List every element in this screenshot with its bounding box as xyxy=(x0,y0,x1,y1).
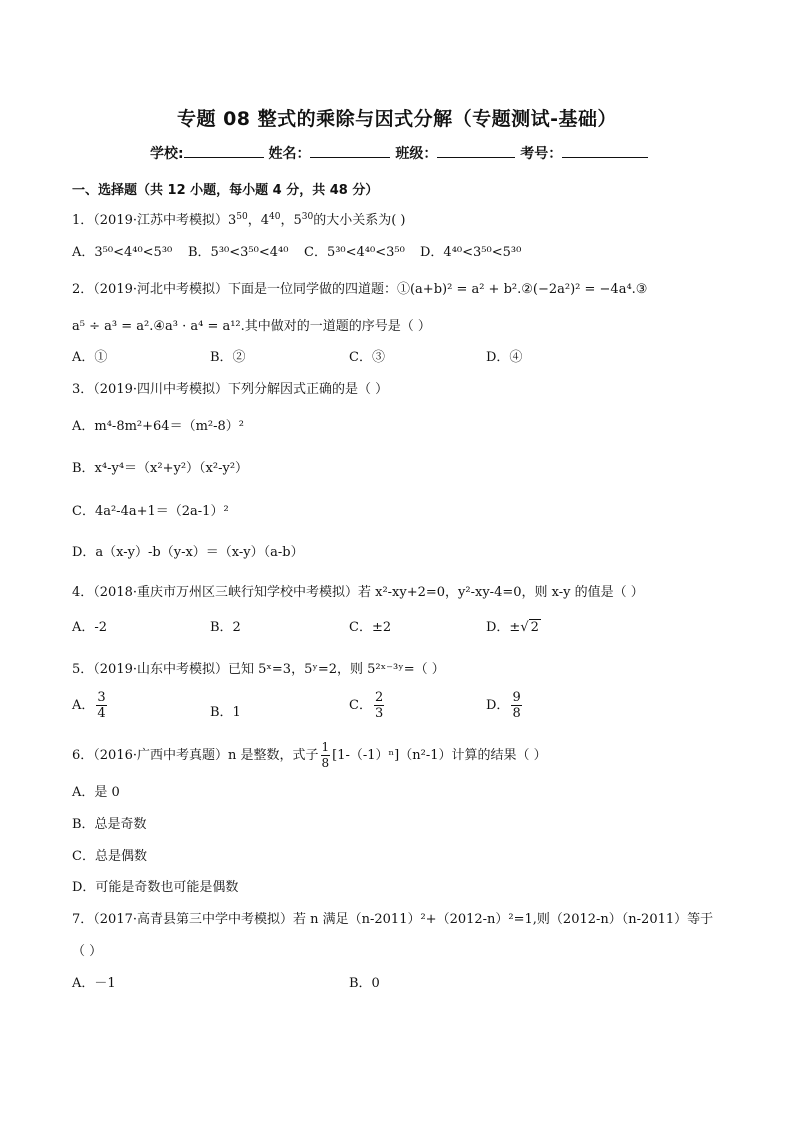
page-title: 专题 08 整式的乘除与因式分解（专题测试-基础） xyxy=(176,108,618,130)
question-3-option-b[interactable]: B．x⁴-y⁴＝（x²+y²）（x²-y²） xyxy=(72,461,249,476)
fraction: $\frac{1}{8}$ xyxy=(321,740,330,770)
option-d[interactable]: D．±√ 2 xyxy=(486,620,539,635)
option-a[interactable]: A．－1 xyxy=(72,976,116,991)
option-a[interactable]: A．① xyxy=(72,350,108,365)
option-b[interactable]: B．2 xyxy=(210,620,241,635)
question-6-option-b[interactable]: B．总是奇数 xyxy=(72,817,147,832)
option-b[interactable]: B．0 xyxy=(349,976,380,991)
sqrt-symbol: √ 2 xyxy=(520,620,539,635)
option-c[interactable]: C．±2 xyxy=(349,620,392,635)
option-a[interactable]: A． $\frac{3}{4}$ xyxy=(72,690,106,721)
question-3-option-a[interactable]: A．m⁴-8m²+64＝（m²-8）² xyxy=(72,419,244,434)
question-3-option-d[interactable]: D．a（x-y）-b（y-x）＝（x-y）（a-b） xyxy=(72,545,304,560)
question-6-stem: 6．（2016·广西中考真题）n 是整数，式子 $\frac{1}{8}$ [1-（-1）ⁿ]（n²-1）计算的结果（ ） xyxy=(72,740,547,770)
option-b[interactable]: B．5³⁰<3⁵⁰<4⁴⁰ xyxy=(188,245,289,260)
question-7-stem-line1: 7．（2017·高青县第三中学中考模拟）若 n 满足（n-2011）²+（2012-n）²=1,则（2012-n）（n-2011）等于 xyxy=(72,912,714,927)
option-d[interactable]: D． $\frac{9}{8}$ xyxy=(486,690,521,721)
question-7-stem-line2: （ ） xyxy=(72,944,103,959)
option-d[interactable]: D．④ xyxy=(486,350,523,365)
question-4-stem: 4．（2018·重庆市万州区三峡行知学校中考模拟）若 x²-xy+2=0，y²-xy-4=0，则 x-y 的值是（ ） xyxy=(72,585,644,600)
fraction: $\frac{9}{8}$ xyxy=(512,690,521,721)
section-heading: 一、选择题（共 12 小题，每小题 4 分，共 48 分） xyxy=(72,183,379,198)
student-info-row xyxy=(150,143,660,163)
question-3-option-c[interactable]: C．4a²-4a+1＝（2a-1）² xyxy=(72,504,229,519)
question-2-stem-line1: 2．（2019·河北中考模拟）下面是一位同学做的四道题：①(a+b)² = a² + b².②(−2a²)² = −4a⁴.③ xyxy=(72,282,648,297)
name-blank[interactable] xyxy=(310,145,390,158)
exam-no-blank[interactable] xyxy=(562,145,648,158)
option-d[interactable]: D．4⁴⁰<3⁵⁰<5³⁰ xyxy=(420,245,522,260)
fraction: $\frac{2}{3}$ xyxy=(374,690,384,721)
question-6-option-c[interactable]: C．总是偶数 xyxy=(72,849,147,864)
name-label: 姓名： xyxy=(268,146,311,162)
option-c[interactable]: C．③ xyxy=(349,350,385,365)
question-5-stem: 5．（2019·山东中考模拟）已知 5ˣ=3，5ʸ=2，则 5²ˣ⁻³ʸ=（ ） xyxy=(72,662,445,677)
exam-no-label: 考号： xyxy=(520,146,563,162)
option-b[interactable]: B．② xyxy=(210,350,246,365)
class-blank[interactable] xyxy=(437,145,515,158)
option-a[interactable]: A．3⁵⁰<4⁴⁰<5³⁰ xyxy=(72,245,173,260)
question-1-stem: 1．（2019·江苏中考模拟）$3^{50}$，$4^{40}$，$5^{30}$的大小关系为( ) xyxy=(72,212,406,228)
question-6-option-a[interactable]: A．是 0 xyxy=(72,785,120,800)
question-2-stem-line2: a⁵ ÷ a³ = a².④a³ · a⁴ = a¹².其中做对的一道题的序号是（ ） xyxy=(72,319,431,334)
school-label: 学校: xyxy=(150,146,184,162)
fraction: $\frac{3}{4}$ xyxy=(97,690,106,721)
option-c[interactable]: C． $\frac{2}{3}$ xyxy=(349,690,384,721)
question-6-option-d[interactable]: D．可能是奇数也可能是偶数 xyxy=(72,880,239,895)
option-b[interactable]: B．1 xyxy=(210,705,241,720)
question-3-stem: 3．（2019·四川中考模拟）下列分解因式正确的是（ ） xyxy=(72,382,389,397)
option-a[interactable]: A．-2 xyxy=(72,620,108,635)
class-label: 班级： xyxy=(395,146,438,162)
school-blank[interactable] xyxy=(184,145,264,158)
option-c[interactable]: C．5³⁰<4⁴⁰<3⁵⁰ xyxy=(304,245,405,260)
